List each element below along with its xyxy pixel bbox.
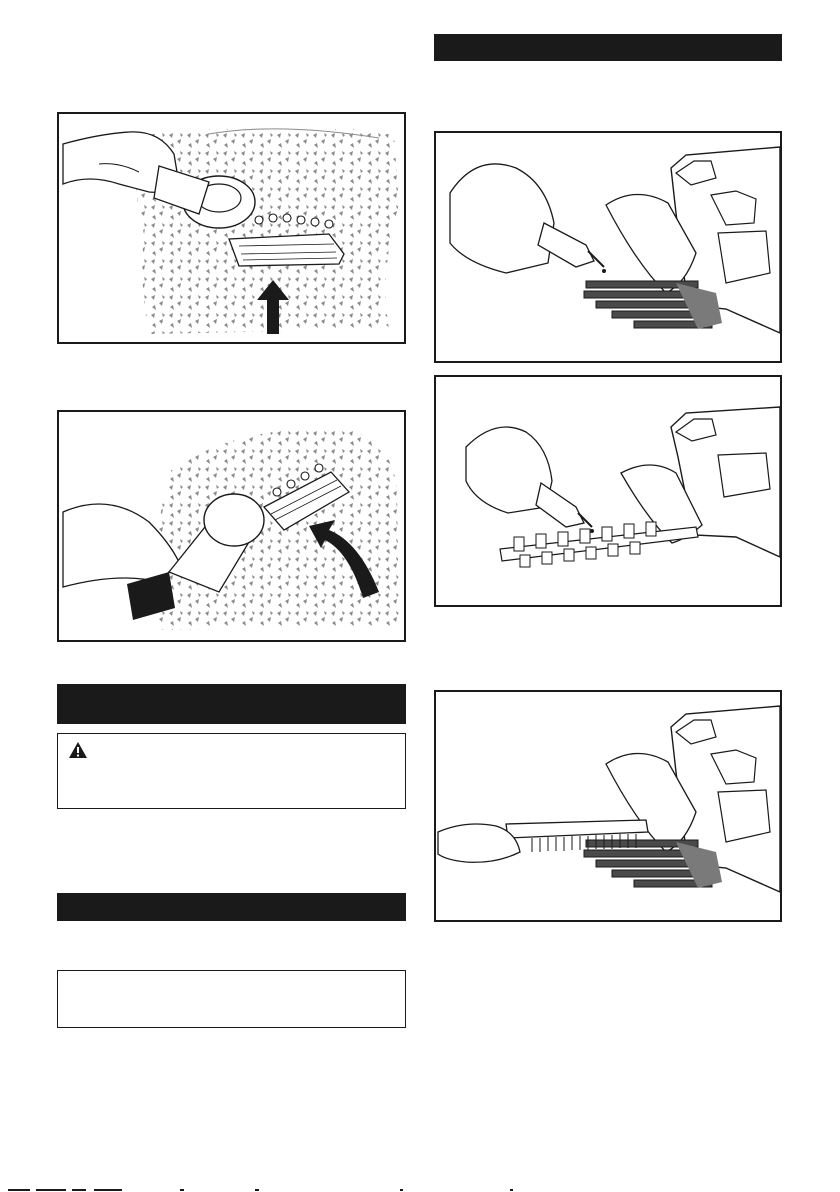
hedge-trimming-curved-arrow-figure <box>59 412 404 640</box>
figure-trimming-upward <box>57 112 406 344</box>
figure-trimming-curved <box>57 410 406 642</box>
figure-brushing-shear-blade <box>434 690 782 922</box>
section-heading-bar <box>57 684 406 724</box>
crop-marks <box>0 1188 840 1192</box>
oiling-hedge-blade-figure <box>436 377 780 605</box>
section-heading-bar-2 <box>57 893 406 921</box>
hedge-trimming-upward-arrow-figure <box>59 114 404 342</box>
figure-oiling-shear-blade <box>434 131 782 363</box>
warning-triangle-icon <box>68 741 88 759</box>
oiling-shear-blade-figure <box>436 133 780 361</box>
brushing-shear-blade-figure <box>436 692 780 920</box>
note-box <box>57 970 406 1028</box>
section-heading-bar-top <box>434 34 782 61</box>
page-footer-marks <box>0 1188 840 1192</box>
figure-oiling-hedge-blade <box>434 375 782 607</box>
warning-box <box>57 733 406 809</box>
